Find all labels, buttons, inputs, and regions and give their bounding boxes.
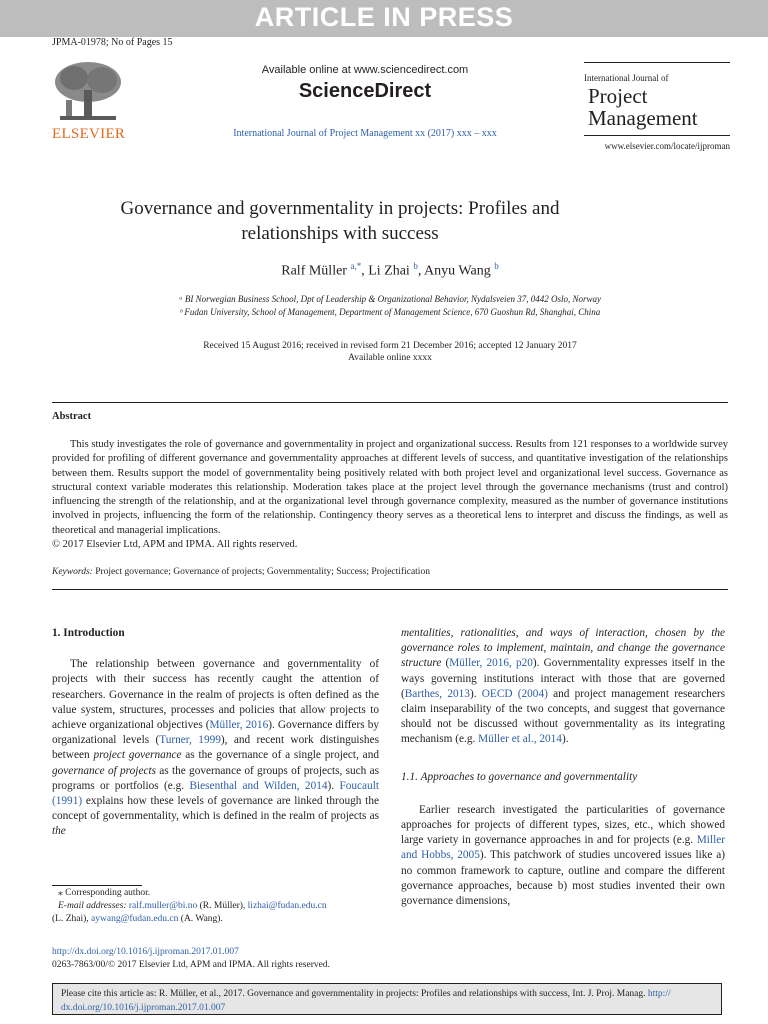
affiliation-b: ᵇ Fudan University, School of Management, Department of Management Science, 670 Guoshun Rd, Shanghai, China xyxy=(179,307,601,317)
abstract-heading: Abstract xyxy=(52,411,92,422)
divider xyxy=(52,589,728,590)
title-line-1: Governance and governmentality in projects: Profiles and xyxy=(120,198,560,219)
available-online-date: Available online xxxx xyxy=(348,353,432,363)
email-addresses-continued xyxy=(52,913,382,926)
author-name: , Anyu Wang xyxy=(417,263,495,279)
corresponding-author-note: ⁎ Corresponding author. xyxy=(58,888,151,898)
keywords-label: Keywords: xyxy=(52,567,93,577)
text-span: ). xyxy=(561,733,569,746)
citation-link[interactable]: Barthes, 2013 xyxy=(404,687,470,700)
subsection-heading: 1.1. Approaches to governance and governmentality xyxy=(401,770,638,783)
citation-link[interactable]: OECD (2004) xyxy=(481,687,548,700)
section-heading: 1. Introduction xyxy=(52,627,125,639)
journal-logo-line1: Project xyxy=(588,84,648,108)
journal-citation-line[interactable]: International Journal of Project Management xx (2017) xxx – xxx xyxy=(233,128,497,139)
italic-term: project governance xyxy=(93,749,182,762)
available-online: Available online at www.sciencedirect.com xyxy=(261,64,469,76)
journal-logo-title xyxy=(588,85,698,129)
subsection-paragraph xyxy=(401,803,725,909)
elsevier-wordmark: ELSEVIER xyxy=(52,126,126,142)
text-span: and project management researchers claim inseparability of the two concepts, and suggest that governance should not be discussed without governmentality as its integrating mechanism (e.g. xyxy=(401,687,725,746)
citation-box xyxy=(52,983,722,1015)
keywords xyxy=(52,567,430,577)
text-span: (A. Wang). xyxy=(178,914,223,924)
italic-definition: mentalities, rationalities, and ways of interaction, chosen by the governance roles to implement, maintain, and change the governance structure xyxy=(401,627,725,670)
affiliation-a: ᵃ BI Norwegian Business School, Dpt of Leadership & Organizational Behavior, Nydalsveien 37, 0442 Oslo, Norway xyxy=(179,294,601,304)
email-addresses xyxy=(52,900,382,913)
citation-link[interactable]: Foucault (1991) xyxy=(52,779,379,808)
title-line-2: relationships with success xyxy=(241,223,439,244)
italic-term: governance of projects xyxy=(52,764,157,777)
abstract-text: This study investigates the role of governance and governmentality in project and organizational success. Results from 121 responses to a worldwide survey provided for profiling of different governance and governmentality approaches at different levels of success, and quantitative investigation of the relationships between them. Results support the model of governmentality being positively related with both project level and organizational level success. Governance as structural context variable moderates this relationship. Moderation takes place at the project level through the governance mechanisms (trust and control) influencing the strength of the relationship, and at the organizational level through governance complexity, measured as the number of governance institutions involved in projects, influencing the form of the relationship. Contingency theory serves as a theoretical lens to interpret and discuss the findings, as well as theoretical and managerial implications. xyxy=(52,439,728,536)
abstract-copyright: © 2017 Elsevier Ltd, APM and IPMA. All rights reserved. xyxy=(52,539,298,551)
issn-copyright: 0263-7863/00/© 2017 Elsevier Ltd, APM and IPMA. All rights reserved. xyxy=(52,960,330,970)
author-affiliation-mark[interactable]: a,* xyxy=(350,261,362,271)
elsevier-tree-logo-icon xyxy=(52,60,124,126)
citation-link[interactable]: Turner, 1999 xyxy=(159,734,221,747)
email-label: E-mail addresses: xyxy=(58,901,127,911)
citation-link[interactable]: Müller et al., 2014 xyxy=(478,733,562,746)
author-affiliation-mark[interactable]: b xyxy=(494,261,499,271)
email-link[interactable]: aywang@fudan.edu.cn xyxy=(91,914,179,924)
doi-link[interactable]: http://dx.doi.org/10.1016/j.ijproman.2017.01.007 xyxy=(52,947,239,957)
citation-doi-link[interactable]: http:// xyxy=(647,989,671,999)
journal-logo-small: International Journal of xyxy=(584,73,669,83)
divider xyxy=(52,402,728,403)
citation-link[interactable]: Biesenthal and Wilden, 2014 xyxy=(189,779,328,792)
article-in-press-banner xyxy=(0,0,768,37)
text-span: ). This patchwork of studies uncovered issues like a) no common framework to capture, outline and compare the different governance approaches, because b) most studies invented their own governance dimensions, xyxy=(401,849,725,908)
text-span: explains how these levels of governance are linked through the concept of governmentality, which is defined in the realm of projects as xyxy=(52,795,379,823)
author-name: Ralf Müller xyxy=(281,263,351,279)
article-title xyxy=(60,196,620,246)
text-span: ), and recent work distinguishes between xyxy=(52,734,379,762)
left-column xyxy=(52,626,379,840)
citation-link[interactable]: Müller, 2016, p20 xyxy=(449,657,533,670)
text-span: Earlier research investigated the particularities of governance approaches for projects of different types, sizes, etc., which showed large variety in governance approaches in and for projects (e.g. xyxy=(401,803,725,847)
citation-doi-link[interactable]: dx.doi.org/10.1016/j.ijproman.2017.01.007 xyxy=(61,1003,226,1013)
banner-text: ARTICLE IN PRESS xyxy=(254,2,514,32)
sciencedirect-logo: ScienceDirect xyxy=(298,80,432,102)
text-span: ). xyxy=(469,687,482,700)
text-span: ( xyxy=(441,657,450,670)
email-link[interactable]: ralf.muller@bi.no xyxy=(128,901,198,911)
right-column xyxy=(401,626,725,909)
journal-logo-line2: Management xyxy=(588,106,698,130)
italic-term: the xyxy=(52,825,66,838)
email-link[interactable]: lizhai@fudan.edu.cn xyxy=(247,901,327,911)
text-span: (L. Zhai), xyxy=(52,914,92,924)
author-affiliation-mark[interactable]: b xyxy=(413,261,418,271)
intro-paragraph xyxy=(52,657,379,839)
continued-paragraph xyxy=(401,626,725,748)
citation-link[interactable]: Miller and Hobbs, 2005 xyxy=(401,834,725,862)
citation-text: Please cite this article as: R. Müller, et al., 2017. Governance and governmentality in projects: Profiles and relationships with success, Int. J. Proj. Manag. xyxy=(61,989,648,999)
text-span: as the governance of groups of projects, such as programs or portfolios (e.g. xyxy=(52,764,380,792)
text-span: (R. Müller), xyxy=(197,901,248,911)
text-span: The relationship between governance and governmentality of projects with their success has recently caught the attention of researchers. Governance in the realm of projects is often defined as the value system, structures, processes and policies that allow projects to achieve organizational objectives ( xyxy=(52,658,379,732)
footnotes xyxy=(52,887,382,926)
footnote-rule xyxy=(52,885,142,886)
keywords-list: Project governance; Governance of projects; Governmentality; Success; Projectification xyxy=(92,567,430,577)
text-span: ). Governmentality expresses itself in the ways governing institutions interact with those that are governed ( xyxy=(401,657,725,700)
manuscript-reference: JPMA-01978; No of Pages 15 xyxy=(52,37,173,48)
journal-url[interactable]: www.elsevier.com/locate/ijproman xyxy=(604,141,730,151)
text-span: as the governance of a single project, and xyxy=(181,749,379,762)
text-span: ). Governance differs by organizational levels ( xyxy=(52,719,379,747)
abstract-body xyxy=(52,438,728,552)
journal-logo xyxy=(584,62,730,136)
author-list xyxy=(160,261,620,280)
received-dates: Received 15 August 2016; received in revised form 21 December 2016; accepted 12 January 2017 xyxy=(203,341,577,351)
author-name: , Li Zhai xyxy=(361,263,414,279)
text-span: ). xyxy=(327,779,340,792)
citation-link[interactable]: Müller, 2016 xyxy=(209,719,269,732)
